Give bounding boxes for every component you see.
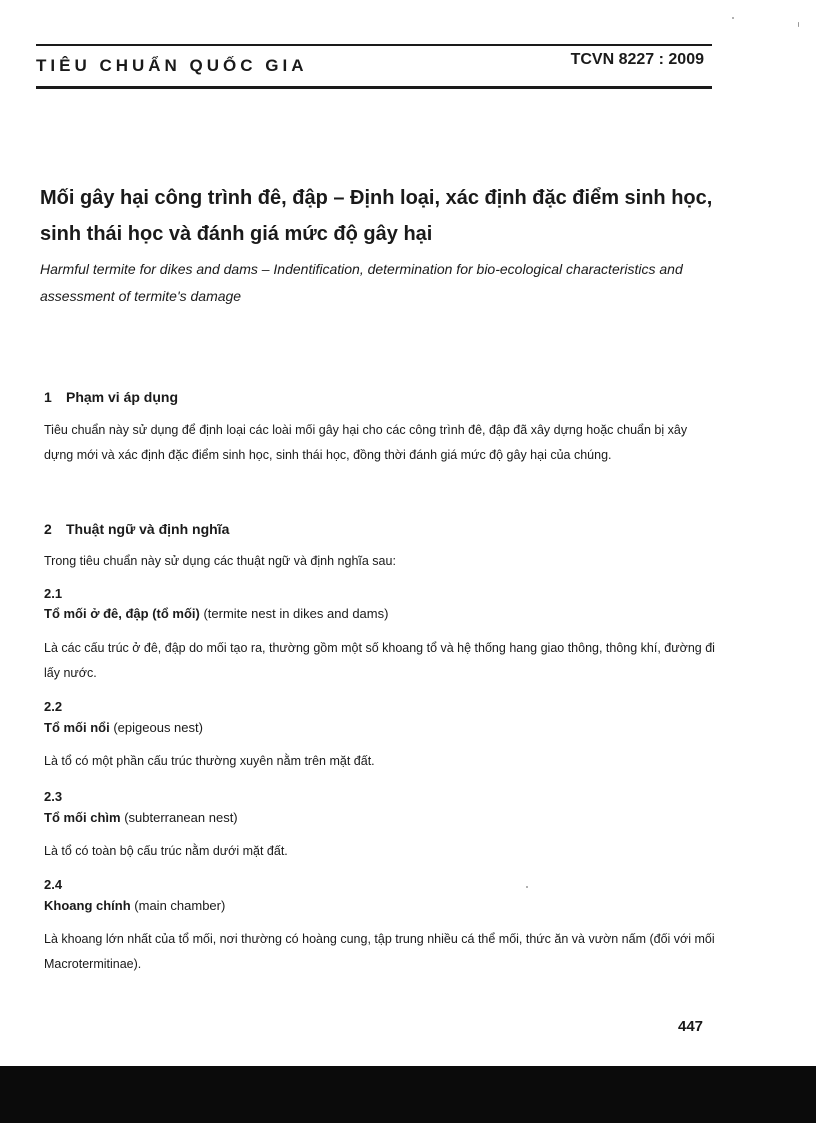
term-2-2-name: Tổ mối nổi [44, 720, 110, 735]
term-2-1-english: (termite nest in dikes and dams) [203, 606, 389, 621]
term-2-2 [44, 720, 203, 735]
term-2-2-number: 2.2 [44, 699, 63, 714]
term-2-1-name: Tổ mối ở đê, đập (tổ mối) [44, 606, 200, 621]
section-1-number: 1 [44, 389, 52, 405]
scan-bottom-band [0, 1066, 816, 1123]
section-1-body: Tiêu chuẩn này sử dụng để định loại các loài mối gây hại cho các công trình đê, đập đã xây dựng hoặc chuẩn bị xây dựng mới và xác định đặc điểm sinh học, sinh thái học, đồng thời đánh giá mức độ gây hại của chúng. [44, 423, 688, 462]
term-2-2-definition: Là tổ có một phần cấu trúc thường xuyên nằm trên mặt đất. [44, 754, 375, 768]
term-2-3-definition: Là tổ có toàn bộ cấu trúc nằm dưới mặt đất. [44, 844, 288, 858]
section-2-title: Thuật ngữ và định nghĩa [66, 521, 230, 537]
term-2-2-english: (epigeous nest) [113, 720, 203, 735]
term-2-1 [44, 606, 388, 621]
scan-speck [526, 886, 528, 888]
term-2-4-definition: Là khoang lớn nhất của tổ mối, nơi thường có hoàng cung, tập trung nhiều cá thể mối, thức ăn và vườn nấm (đối với mối Macrotermitinae). [44, 932, 715, 971]
standard-code: TCVN 8227 : 2009 [570, 51, 704, 68]
term-2-1-number: 2.1 [44, 586, 63, 601]
term-2-1-definition: Là các cấu trúc ở đê, đập do mối tạo ra, thường gồm một số khoang tổ và hệ thống hang giao thông, thông khí, đường đi lấy nước. [44, 641, 715, 680]
term-2-4-number: 2.4 [44, 877, 63, 892]
term-2-3 [44, 810, 238, 825]
document-title-vi: Mối gây hại công trình đê, đập – Định loại, xác định đặc điểm sinh học, sinh thái học và đánh giá mức độ gây hại [40, 187, 713, 245]
header-bottom-rule [36, 86, 712, 89]
header-top-rule [36, 44, 712, 46]
scan-speck [798, 22, 799, 27]
term-2-3-number: 2.3 [44, 789, 63, 804]
section-2-intro: Trong tiêu chuẩn này sử dụng các thuật ngữ và định nghĩa sau: [44, 554, 396, 568]
page-header [36, 44, 712, 90]
term-2-3-english: (subterranean nest) [124, 810, 238, 825]
term-2-4-english: (main chamber) [134, 898, 226, 913]
section-2-heading [44, 521, 229, 537]
term-2-4-name: Khoang chính [44, 898, 131, 913]
document-title-en: Harmful termite for dikes and dams – Indentification, determination for bio-ecological characteristics and assessment of termite's damage [40, 261, 683, 304]
section-1-heading [44, 389, 178, 405]
term-2-3-name: Tổ mối chìm [44, 810, 121, 825]
section-2-number: 2 [44, 521, 52, 537]
scan-speck [732, 17, 734, 19]
term-2-4 [44, 898, 225, 913]
page-number: 447 [678, 1018, 704, 1035]
section-1-title: Phạm vi áp dụng [66, 389, 179, 405]
standard-series-label: TIÊU CHUẨN QUỐC GIA [36, 56, 308, 75]
